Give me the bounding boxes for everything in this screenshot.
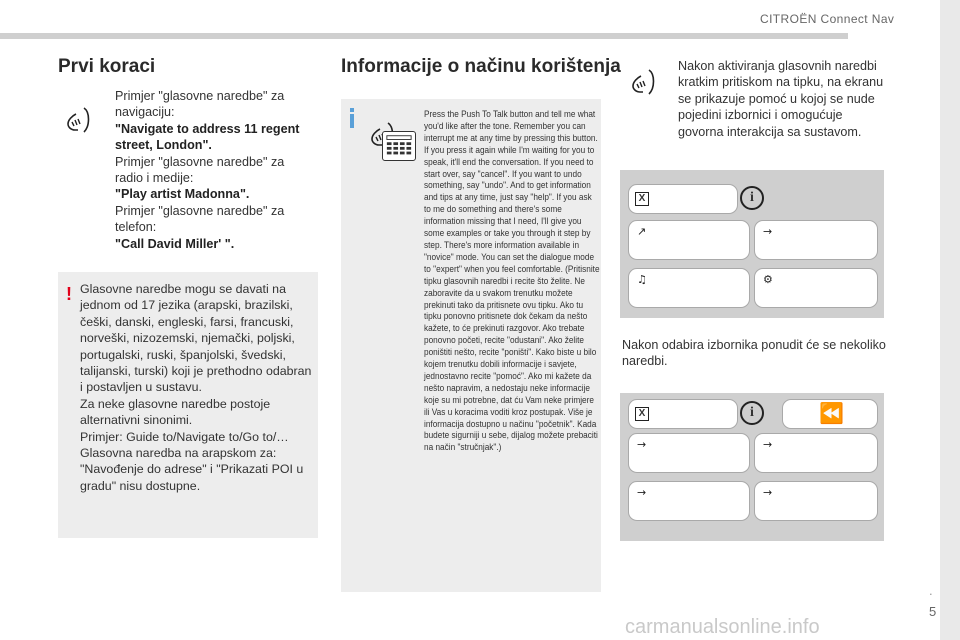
close-button[interactable]	[628, 184, 738, 214]
example-nav-label: Primjer "glasovne naredbe" za navigaciju:	[115, 89, 285, 120]
menu-navigation[interactable]	[628, 220, 750, 260]
info-circle-icon[interactable]: i	[740, 186, 764, 210]
intro-text: Nakon aktiviranja glasovnih naredbi kratkim pritiskom na tipku, na ekranu se prikazuje pomoć u kojoj se nude pojedini izbornici i omogućuje govorna interakcija sa sustavom.	[678, 59, 884, 139]
usage-info-text: Press the Push To Talk button and tell me what you'd like after the tone. Remember you can interrupt me at any time by pressing this button. If you press it again while I'm waiting for you to speak, it'll end the conversation. If you need to start over, say "cancel". If you want to undo something, say "undo". And to get information and tips at any time, just say "help". If you ask to me do something and there's some information missing that I need, I'll give you some examples or take you through it step by step. There's more information available in "novice" mode. You can set the dialogue mode to "expert" when you feel comfortable. (Pritisnite tipku glasovnih naredbi i recite što želite. Ne zaboravite da u svakom trenutku možete prekinuti tako da pritisnete ovu tipku. Ako tu tipku ponovno pritisnete dok čekam da nešto kažete, to će prekinuti razgovor. Ako trebate ponovno početi, recite "odustani". Ako želite poništiti nešto, recite "poništi". Kako biste u bilo kojem trenutku dobili informacije i savjete, jednostavno recite "pomoć". Ako mi kažete da nešto napravim, a nedostaju neke informacije koje su mi potrebne, dat ću Vam neke primjere ili Vas u koracima voditi kroz postupak. Više je informacija dostupno u načinu "početnik". Kada budete sigurniji u sebe, dijalog možete prebaciti na način "stručnjak".)	[424, 109, 600, 454]
example-media-command: "Play artist Madonna".	[115, 187, 250, 202]
header-title: CITROËN Connect Nav	[760, 12, 895, 26]
example-media-label: Primjer "glasovne naredbe" za radio i medije:	[115, 154, 285, 186]
warning-synonyms: Za neke glasovne naredbe postoje alternativni sinonimi.	[80, 396, 271, 428]
command-item-1[interactable]	[628, 433, 750, 473]
navigation-icon: ↗	[637, 225, 647, 238]
back-icon: ⏪	[819, 401, 844, 425]
header-rule	[0, 33, 848, 39]
watermark: carmanualsonline.info	[625, 616, 820, 638]
menu-settings[interactable]	[754, 268, 878, 308]
examples-text	[115, 88, 315, 252]
section-heading-usage-info: Informacije o načinu korištenja	[341, 56, 621, 77]
section-heading-first-steps: Prvi koraci	[58, 56, 156, 77]
page-number: 5	[929, 604, 937, 619]
back-button[interactable]	[782, 399, 878, 429]
example-phone-label: Primjer "glasovne naredbe" za telefon:	[115, 203, 285, 235]
settings-icon: ⚙	[763, 273, 773, 286]
music-icon: ♫	[637, 273, 647, 286]
voice-command-icon	[627, 62, 667, 102]
close-icon: X	[635, 407, 649, 421]
warning-arabic: Glasovna naredba na arapskom za: "Navođenje do adrese" i "Prikazati POI u gradu" nisu dostupne.	[80, 446, 304, 493]
info-icon	[350, 108, 354, 128]
keypad-icon	[382, 131, 416, 161]
command-icon: →	[637, 438, 647, 451]
voice-command-icon	[62, 100, 102, 140]
command-icon: →	[763, 486, 773, 499]
menu-screen-mockup	[620, 170, 884, 318]
info-circle-icon[interactable]: i	[740, 401, 764, 425]
example-nav-command: "Navigate to address 11 regent street, London".	[115, 121, 300, 153]
page-dot: .	[929, 583, 933, 598]
close-icon: X	[635, 192, 649, 206]
command-item-4[interactable]	[754, 481, 878, 521]
command-item-2[interactable]	[754, 433, 878, 473]
commands-screen-mockup	[620, 393, 884, 541]
warning-icon: !	[66, 284, 72, 304]
warning-text	[80, 281, 314, 494]
command-icon: →	[637, 486, 647, 499]
warning-example: Primjer: Guide to/Navigate to/Go to/…	[80, 429, 289, 444]
close-button[interactable]	[628, 399, 738, 429]
command-icon: →	[763, 438, 773, 451]
right-rail	[940, 0, 960, 640]
example-phone-command: "Call David Miller' ".	[115, 236, 235, 251]
menu-phone[interactable]	[754, 220, 878, 260]
warning-languages: Glasovne naredbe mogu se davati na jednom od 17 jezika (arapski, brazilski, češki, danski, engleski, farsi, francuski, norveški, nizozemski, njemački, poljski, portugalski, ruski, španjolski, švedski, talijanski, turski) koji je prethodno odabran i postavljen u sustavu.	[80, 282, 312, 395]
after-menu-text: Nakon odabira izbornika ponudit će se nekoliko naredbi.	[622, 338, 886, 369]
phone-icon: →	[763, 225, 773, 238]
menu-media[interactable]	[628, 268, 750, 308]
command-item-3[interactable]	[628, 481, 750, 521]
